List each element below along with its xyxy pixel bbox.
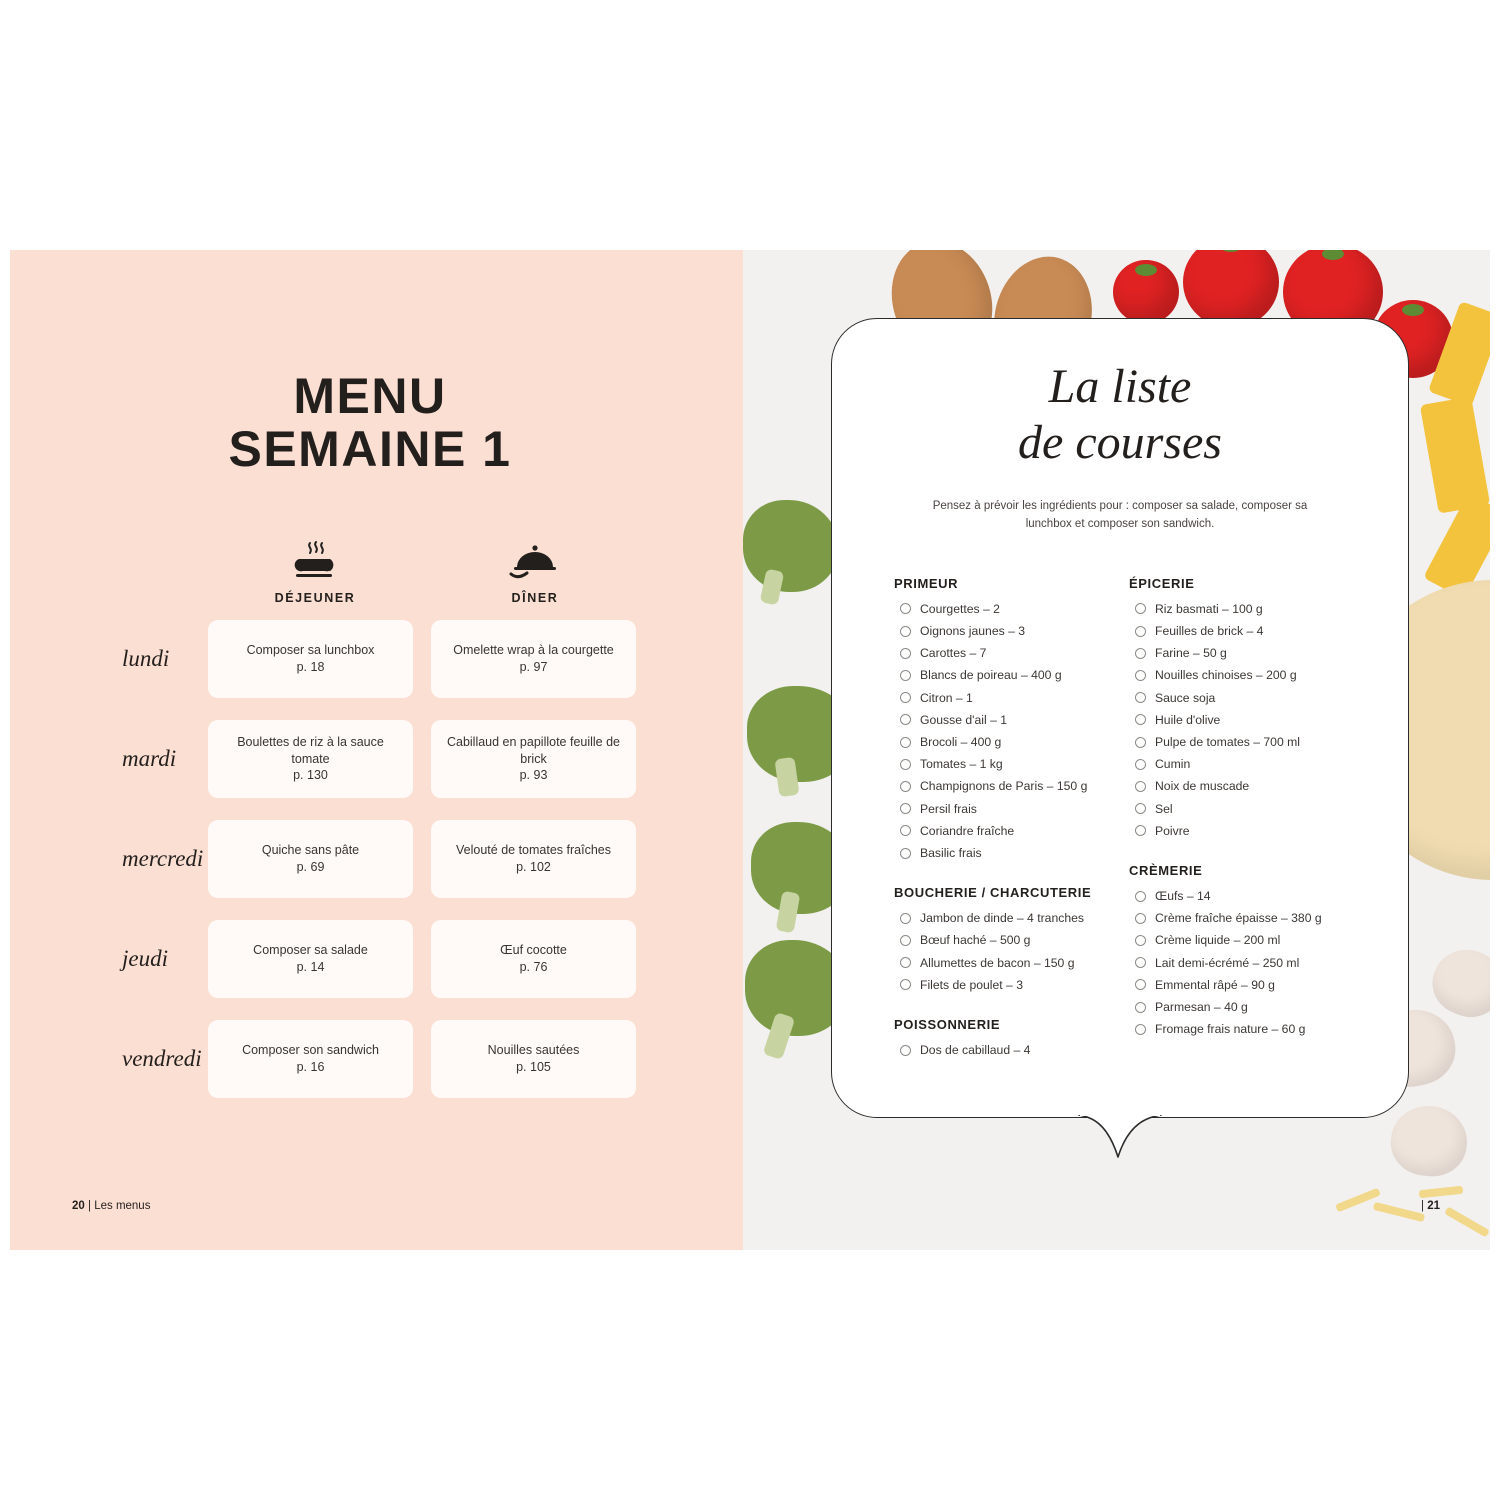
item-label: Brocoli – 400 g bbox=[920, 735, 1002, 749]
item-list-boucherie bbox=[894, 912, 1129, 991]
checkbox-icon[interactable] bbox=[900, 626, 911, 637]
checkbox-icon[interactable] bbox=[1135, 1024, 1146, 1035]
shopping-column-left bbox=[894, 576, 1129, 1066]
list-item[interactable] bbox=[1129, 736, 1354, 748]
list-item[interactable] bbox=[894, 847, 1129, 859]
list-item[interactable] bbox=[1129, 692, 1354, 704]
checkbox-icon[interactable] bbox=[900, 848, 911, 859]
checkbox-icon[interactable] bbox=[900, 670, 911, 681]
meal-card-dinner[interactable] bbox=[431, 720, 636, 798]
list-item[interactable] bbox=[1129, 758, 1354, 770]
book-spread bbox=[10, 250, 1490, 1250]
checkbox-icon[interactable] bbox=[1135, 803, 1146, 814]
item-list-primeur bbox=[894, 603, 1129, 859]
meal-name: Velouté de tomates fraîches bbox=[456, 843, 611, 858]
item-label: Farine – 50 g bbox=[1155, 646, 1227, 661]
list-item[interactable] bbox=[894, 803, 1129, 815]
meal-card-lunch[interactable] bbox=[208, 720, 413, 798]
list-item[interactable] bbox=[894, 736, 1129, 748]
meal-name: Omelette wrap à la courgette bbox=[453, 643, 614, 658]
checkbox-icon[interactable] bbox=[1135, 957, 1146, 968]
item-label: Gousse d'ail – 1 bbox=[920, 712, 1008, 727]
checkbox-icon[interactable] bbox=[900, 781, 911, 792]
footer-right bbox=[1421, 1200, 1440, 1212]
table-row bbox=[70, 920, 690, 998]
list-item[interactable] bbox=[894, 714, 1129, 726]
category-title-poissonnerie: POISSONNERIE bbox=[894, 1017, 1001, 1033]
list-item[interactable] bbox=[1129, 890, 1354, 902]
shopping-list-card bbox=[831, 318, 1409, 1118]
menu-title-line2: SEMAINE 1 bbox=[228, 421, 512, 477]
item-label: Crème fraîche épaisse – 380 g bbox=[1155, 911, 1322, 926]
item-label: Sel bbox=[1155, 801, 1173, 816]
checkbox-icon[interactable] bbox=[900, 737, 911, 748]
list-item[interactable] bbox=[894, 957, 1129, 969]
category-title-primeur: PRIMEUR bbox=[894, 575, 959, 591]
checkbox-icon[interactable] bbox=[900, 913, 911, 924]
grated-cheese-photo bbox=[1444, 1207, 1490, 1238]
item-label: Crème liquide – 200 ml bbox=[1155, 933, 1281, 948]
tomato-photo bbox=[1113, 260, 1179, 324]
menu-week-table bbox=[70, 620, 690, 1120]
meal-page: p. 97 bbox=[519, 660, 548, 674]
page-title bbox=[70, 370, 670, 476]
meal-page: p. 18 bbox=[296, 660, 325, 674]
list-item[interactable] bbox=[1129, 1001, 1354, 1013]
item-label: Filets de poulet – 3 bbox=[920, 977, 1023, 992]
meal-page: p. 105 bbox=[516, 1060, 551, 1074]
meal-card-dinner[interactable] bbox=[431, 920, 636, 998]
item-label: Nouilles chinoises – 200 g bbox=[1155, 668, 1297, 683]
list-item[interactable] bbox=[1129, 979, 1354, 991]
footer-separator: | bbox=[88, 1200, 91, 1212]
footer-section: Les menus bbox=[94, 1200, 151, 1212]
item-label: Cumin bbox=[1155, 757, 1191, 772]
checkbox-icon[interactable] bbox=[900, 979, 911, 990]
column-header-lunch bbox=[205, 535, 425, 605]
mushroom-photo bbox=[1388, 1102, 1471, 1180]
item-label: Pulpe de tomates – 700 ml bbox=[1155, 735, 1300, 749]
list-item[interactable] bbox=[894, 669, 1129, 681]
item-label: Œufs – 14 bbox=[1155, 889, 1211, 904]
grated-cheese-photo bbox=[1419, 1186, 1464, 1199]
list-item[interactable] bbox=[1129, 803, 1354, 815]
meal-page: p. 102 bbox=[516, 860, 551, 874]
item-label: Oignons jaunes – 3 bbox=[920, 623, 1026, 638]
meal-card-dinner[interactable] bbox=[431, 1020, 636, 1098]
meal-card-lunch[interactable] bbox=[208, 620, 413, 698]
meal-page: p. 130 bbox=[293, 768, 328, 783]
checkbox-icon[interactable] bbox=[900, 692, 911, 703]
meal-name: Boulettes de riz à la sauce tomate bbox=[237, 734, 384, 766]
category-title-cremerie: CRÈMERIE bbox=[1129, 863, 1203, 879]
speech-bubble-tail-icon bbox=[1078, 1115, 1162, 1161]
table-row bbox=[70, 1020, 690, 1098]
list-item[interactable] bbox=[894, 934, 1129, 946]
shopping-list-title-line2: de courses bbox=[1018, 416, 1222, 469]
day-label: mercredi bbox=[122, 846, 204, 871]
item-list-cremerie bbox=[1129, 890, 1354, 1035]
list-item[interactable] bbox=[1129, 603, 1354, 615]
day-label: jeudi bbox=[122, 946, 168, 971]
checkbox-icon[interactable] bbox=[1135, 1002, 1146, 1013]
day-label: mardi bbox=[122, 746, 177, 771]
checkbox-icon[interactable] bbox=[1135, 781, 1146, 792]
right-page bbox=[743, 250, 1490, 1250]
footer-page-number: 20 bbox=[72, 1200, 85, 1212]
footer-left bbox=[72, 1200, 150, 1212]
checkbox-icon[interactable] bbox=[900, 759, 911, 770]
footer-separator: | bbox=[1421, 1200, 1424, 1212]
checkbox-icon[interactable] bbox=[900, 935, 911, 946]
item-label: Allumettes de bacon – 150 g bbox=[920, 955, 1075, 970]
meal-name: Œuf cocotte bbox=[500, 943, 567, 958]
table-row bbox=[70, 620, 690, 698]
list-item[interactable] bbox=[1129, 625, 1354, 637]
checkbox-icon[interactable] bbox=[1135, 670, 1146, 681]
column-header-dinner bbox=[425, 535, 645, 605]
list-item[interactable] bbox=[894, 780, 1129, 792]
table-row bbox=[70, 720, 690, 798]
meal-card-dinner[interactable] bbox=[431, 620, 636, 698]
list-item[interactable] bbox=[894, 603, 1129, 615]
shopping-list-columns bbox=[894, 576, 1364, 1066]
list-item[interactable] bbox=[1129, 647, 1354, 659]
table-row bbox=[70, 820, 690, 898]
item-label: Dos de cabillaud – 4 bbox=[920, 1043, 1031, 1058]
item-label: Persil frais bbox=[920, 801, 977, 816]
category-title-epicerie: ÉPICERIE bbox=[1129, 575, 1195, 591]
checkbox-icon[interactable] bbox=[900, 603, 911, 614]
item-label: Sauce soja bbox=[1155, 690, 1216, 705]
item-label: Fromage frais nature – 60 g bbox=[1155, 1022, 1306, 1037]
list-item[interactable] bbox=[1129, 714, 1354, 726]
meal-name: Composer son sandwich bbox=[242, 1043, 379, 1058]
list-item[interactable] bbox=[894, 1044, 1129, 1056]
meal-card-dinner[interactable] bbox=[431, 820, 636, 898]
item-list-poissonnerie bbox=[894, 1044, 1129, 1056]
menu-title-line1: MENU bbox=[293, 368, 447, 424]
checkbox-icon[interactable] bbox=[900, 714, 911, 725]
checkbox-icon[interactable] bbox=[1135, 714, 1146, 725]
list-item[interactable] bbox=[1129, 825, 1354, 837]
checkbox-icon[interactable] bbox=[1135, 979, 1146, 990]
item-label: Feuilles de brick – 4 bbox=[1155, 623, 1264, 638]
list-item[interactable] bbox=[894, 979, 1129, 991]
tomato-photo bbox=[1183, 250, 1279, 328]
item-label: Huile d'olive bbox=[1155, 712, 1221, 727]
item-label: Citron – 1 bbox=[920, 690, 973, 705]
item-label: Courgettes – 2 bbox=[920, 601, 1000, 616]
item-label: Emmental râpé – 90 g bbox=[1155, 977, 1275, 992]
cloche-serving-icon bbox=[425, 535, 645, 581]
shopping-list-title-line1: La liste bbox=[1048, 360, 1192, 413]
meal-page: p. 69 bbox=[296, 860, 325, 874]
checkbox-icon[interactable] bbox=[1135, 935, 1146, 946]
item-label: Parmesan – 40 g bbox=[1155, 1000, 1248, 1015]
meal-page: p. 93 bbox=[519, 768, 548, 783]
meal-name: Composer sa salade bbox=[253, 943, 368, 958]
day-label: vendredi bbox=[122, 1046, 202, 1071]
checkbox-icon[interactable] bbox=[1135, 759, 1146, 770]
meal-page: p. 76 bbox=[519, 960, 548, 974]
meal-card-lunch[interactable] bbox=[208, 920, 413, 998]
item-label: Bœuf haché – 500 g bbox=[920, 933, 1031, 948]
item-label: Champignons de Paris – 150 g bbox=[920, 779, 1088, 794]
item-label: Blancs de poireau – 400 g bbox=[920, 668, 1062, 683]
shopping-list-title bbox=[832, 360, 1408, 469]
item-label: Jambon de dinde – 4 tranches bbox=[920, 911, 1084, 926]
list-item[interactable] bbox=[894, 912, 1129, 924]
list-item[interactable] bbox=[1129, 1023, 1354, 1035]
item-label: Basilic frais bbox=[920, 846, 982, 861]
meal-name: Cabillaud en papillote feuille de brick bbox=[446, 734, 621, 766]
meal-page: p. 14 bbox=[296, 960, 325, 974]
meal-name: Quiche sans pâte bbox=[261, 843, 360, 858]
item-label: Noix de muscade bbox=[1155, 779, 1250, 794]
column-header-dinner-label: DÎNER bbox=[511, 591, 559, 605]
meal-name: Composer sa lunchbox bbox=[246, 643, 375, 658]
list-item[interactable] bbox=[1129, 780, 1354, 792]
footer-page-number: 21 bbox=[1427, 1200, 1440, 1212]
list-item[interactable] bbox=[1129, 957, 1354, 969]
list-item[interactable] bbox=[894, 647, 1129, 659]
checkbox-icon[interactable] bbox=[900, 825, 911, 836]
meal-name: Nouilles sautées bbox=[487, 1043, 580, 1058]
meal-column-headers bbox=[205, 535, 645, 605]
checkbox-icon[interactable] bbox=[1135, 648, 1146, 659]
list-item[interactable] bbox=[894, 692, 1129, 704]
shopping-list-subtitle: Pensez à prévoir les ingrédients pour : composer sa salade, composer sa lunchbox et composer son sandwich. bbox=[932, 500, 1308, 531]
item-label: Lait demi-écrémé – 250 ml bbox=[1155, 955, 1300, 970]
checkbox-icon[interactable] bbox=[1135, 692, 1146, 703]
item-label: Poivre bbox=[1155, 823, 1190, 838]
list-item[interactable] bbox=[894, 825, 1129, 837]
shopping-column-right bbox=[1129, 576, 1354, 1066]
list-item[interactable] bbox=[894, 625, 1129, 637]
list-item[interactable] bbox=[1129, 934, 1354, 946]
grated-cheese-photo bbox=[1373, 1202, 1425, 1222]
pasta-photo bbox=[1420, 396, 1490, 513]
item-list-epicerie bbox=[1129, 603, 1354, 837]
checkbox-icon[interactable] bbox=[1135, 891, 1146, 902]
checkbox-icon[interactable] bbox=[900, 1045, 911, 1056]
item-label: Coriandre fraîche bbox=[920, 823, 1015, 838]
soup-bowl-icon bbox=[205, 535, 425, 581]
list-item[interactable] bbox=[1129, 669, 1354, 681]
day-label: lundi bbox=[122, 646, 170, 671]
broccoli-photo bbox=[743, 500, 839, 592]
list-item[interactable] bbox=[894, 758, 1129, 770]
checkbox-icon[interactable] bbox=[900, 803, 911, 814]
list-item[interactable] bbox=[1129, 912, 1354, 924]
meal-page: p. 16 bbox=[296, 1060, 325, 1074]
checkbox-icon[interactable] bbox=[1135, 603, 1146, 614]
checkbox-icon[interactable] bbox=[1135, 825, 1146, 836]
checkbox-icon[interactable] bbox=[900, 957, 911, 968]
checkbox-icon[interactable] bbox=[900, 648, 911, 659]
checkbox-icon[interactable] bbox=[1135, 913, 1146, 924]
meal-card-lunch[interactable] bbox=[208, 1020, 413, 1098]
meal-card-lunch[interactable] bbox=[208, 820, 413, 898]
item-label: Carottes – 7 bbox=[920, 646, 987, 661]
category-title-boucherie: BOUCHERIE / CHARCUTERIE bbox=[894, 885, 1092, 901]
item-label: Riz basmati – 100 g bbox=[1155, 601, 1263, 616]
left-page bbox=[10, 250, 743, 1250]
checkbox-icon[interactable] bbox=[1135, 626, 1146, 637]
item-label: Tomates – 1 kg bbox=[920, 757, 1003, 772]
checkbox-icon[interactable] bbox=[1135, 737, 1146, 748]
column-header-lunch-label: DÉJEUNER bbox=[274, 591, 356, 605]
